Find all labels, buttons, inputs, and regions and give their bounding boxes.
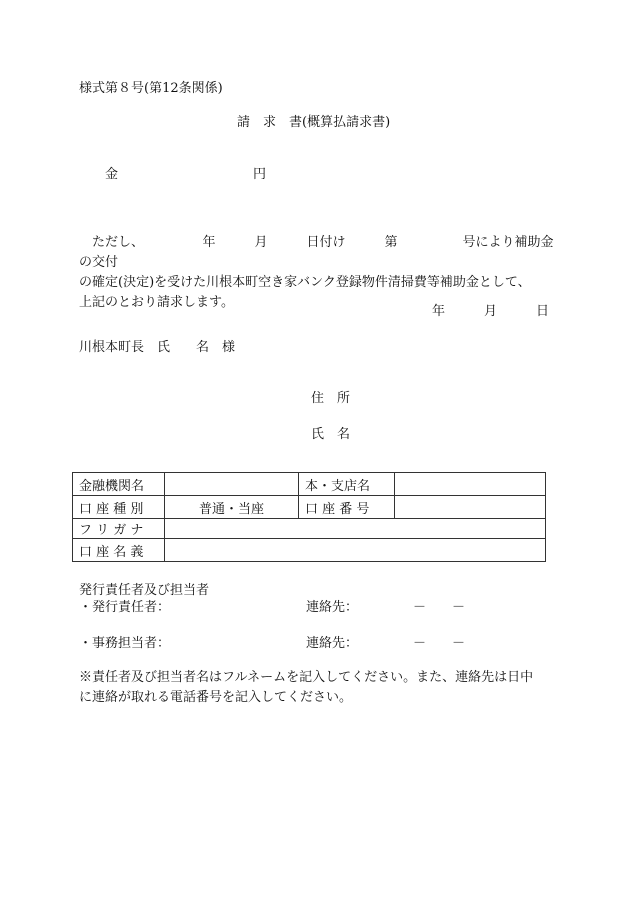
responsible-heading: 発行責任者及び担当者 — [79, 583, 210, 598]
note-line-1: ※責任者及び担当者名はフルネームを記入してください。また、連絡先は日中 — [79, 670, 534, 685]
issuer-contact-label: 連絡先： — [306, 600, 359, 615]
clerk-label: ・事務担当者： — [79, 636, 171, 651]
table-row — [73, 473, 546, 496]
branch-label: 本・支店名 — [299, 473, 395, 496]
institution-field[interactable] — [165, 473, 299, 496]
name-label: 氏 名 — [311, 427, 351, 442]
account-type-value[interactable]: 普通・当座 — [165, 496, 299, 519]
date-line: 年 月 日 — [431, 304, 549, 319]
holder-label: 口 座 名 義 — [73, 539, 165, 562]
account-number-label: 口 座 番 号 — [299, 496, 395, 519]
form-number: 様式第８号(第12条関係) — [79, 81, 223, 96]
note — [79, 668, 554, 708]
institution-label: 金融機関名 — [73, 473, 165, 496]
account-type-label: 口 座 種 別 — [73, 496, 165, 519]
note-line-2: に連絡が取れる電話番号を記入してください。 — [79, 690, 353, 705]
holder-field[interactable] — [165, 539, 546, 562]
request-body-line-2: の確定(決定)を受けた川根本町空き家バンク登録物件清掃費等補助金として、 — [79, 275, 531, 290]
clerk-contact-label: 連絡先： — [306, 636, 359, 651]
table-row — [73, 519, 546, 539]
issuer-phone-dashes: － － — [413, 600, 466, 615]
addressee: 川根本町長 氏 名 様 — [79, 340, 236, 355]
issuer-label: ・発行責任者： — [79, 600, 171, 615]
account-number-field[interactable] — [395, 496, 546, 519]
table-row — [73, 539, 546, 562]
bank-account-table — [72, 472, 546, 562]
table-row — [73, 496, 546, 519]
request-body-line-1: ただし、 年 月 日付け 第 号により補助金の交付 — [79, 235, 554, 270]
request-body — [79, 233, 554, 313]
request-body-line-3: 上記のとおり請求します。 — [79, 295, 234, 310]
furigana-label: フ リ ガ ナ — [73, 519, 165, 539]
clerk-phone-dashes: － － — [413, 636, 466, 651]
address-label: 住 所 — [311, 391, 351, 406]
document-title: 請 求 書(概算払請求書) — [237, 115, 391, 130]
amount-unit: 円 — [253, 167, 267, 182]
amount-prefix: 金 — [105, 167, 119, 182]
furigana-field[interactable] — [165, 519, 546, 539]
branch-field[interactable] — [395, 473, 546, 496]
